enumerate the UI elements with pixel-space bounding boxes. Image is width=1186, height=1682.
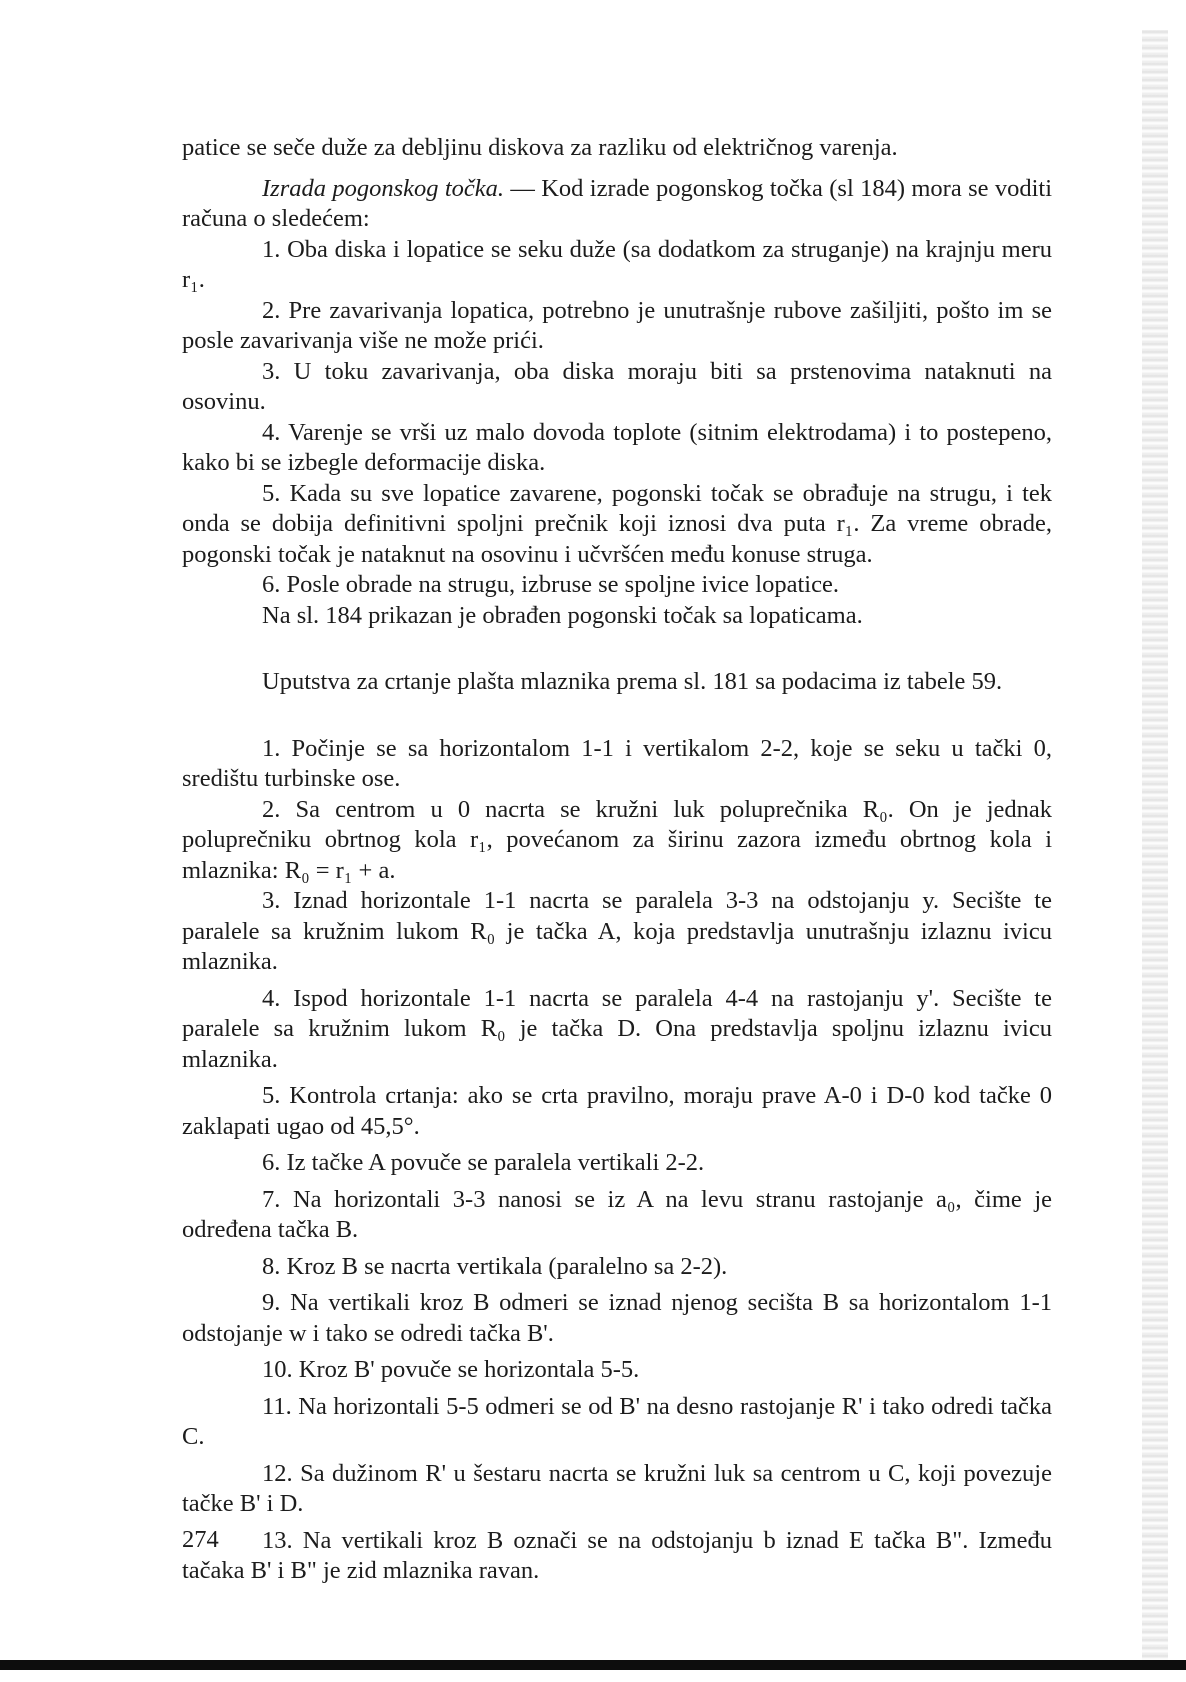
list-item: 9. Na vertikali kroz B odmeri se iznad njenog secišta B sa horizontalom 1-1 odstojanje w i tako se odredi tačka B'.	[182, 1289, 1052, 1347]
list-item: 3. Iznad horizontale 1-1 nacrta se paralela 3-3 na odstojanju y. Secište te paralele sa kružnim lukom R₀ je tačka A, koja predstavlja unutrašnju izlaznu ivicu mlaznika.	[182, 887, 1052, 975]
list-item: 4. Varenje se vrši uz malo dovoda toplote (sitnim elektrodama) i to postepeno, kako bi se izbegle deformacije diska.	[182, 418, 1052, 476]
list-item: 6. Posle obrade na strugu, izbruse se spoljne ivice lopatice.	[262, 571, 839, 598]
list-item: 2. Pre zavarivanja lopatica, potrebno je unutrašnje rubove zašiljiti, pošto im se posle zavarivanja više ne može prići.	[182, 296, 1052, 354]
list-item: 4. Ispod horizontale 1-1 nacrta se paralela 4-4 na rastojanju y'. Secište te paralele sa kružnim lukom R₀ je tačka D. Ona predstavlja spoljnu izlaznu ivicu mlaznika.	[182, 984, 1052, 1073]
section-lead: Izrada pogonskog točka.	[262, 174, 505, 202]
list-item: 1. Počinje se sa horizontalom 1-1 i vertikalom 2-2, koje se seku u tački 0, središtu turbinske ose.	[182, 734, 1052, 792]
list-item: 8. Kroz B se nacrta vertikala (paralelno sa 2-2).	[262, 1252, 728, 1280]
list-item: 10. Kroz B' povuče se horizontala 5-5.	[262, 1356, 640, 1383]
paragraph-heading-pogonski-tocak	[182, 174, 1052, 235]
list-item: 2. Sa centrom u 0 nacrta se kružni luk poluprečnika R₀. On je jednak poluprečniku obrtnog kola r₁, povećanom za širinu zazora između obrtnog kola i mlaznika: R₀ = r₁ + a.	[182, 795, 1052, 884]
list-item: 5. Kada su sve lopatice zavarene, pogonski točak se obrađuje na strugu, i tek onda se dobija definitivni spoljni prečnik koji iznosi dva puta r₁. Za vreme obrade, pogonski točak je nataknut na osovinu i učvršćen među konuse struga.	[182, 479, 1052, 568]
list-item: 5. Kontrola crtanja: ako se crta pravilno, moraju prave A-0 i D-0 kod tačke 0 zaklapati ugao od 45,5°.	[182, 1082, 1052, 1140]
list-item: 6. Iz tačke A povuče se paralela vertikali 2-2.	[262, 1149, 705, 1176]
paragraph-instructions-heading: Uputstva za crtanje plašta mlaznika prema sl. 181 sa podacima iz tabele 59.	[262, 668, 1003, 695]
list-item: 12. Sa dužinom R' u šestaru nacrta se kružni luk sa centrom u C, koji povezuje tačke B' i D.	[182, 1459, 1052, 1517]
list-item: 7. Na horizontali 3-3 nanosi se iz A na levu stranu rastojanje a₀, čime je određena tačka B.	[182, 1185, 1052, 1243]
page-number: 274	[182, 1526, 219, 1553]
scan-bottom-border	[0, 1660, 1186, 1670]
text-column	[182, 133, 1052, 1587]
list-item: 11. Na horizontali 5-5 odmeri se od B' na desno rastojanje R' i tako odredi tačka C.	[182, 1392, 1052, 1450]
section-lead-text: — Kod izrade pogonskog točka (sl 184) mora se voditi računa o sledećem:	[182, 174, 1052, 232]
list-item: 3. U toku zavarivanja, oba diska moraju biti sa prstenovima nataknuti na osovinu.	[182, 357, 1052, 415]
list-item: 13. Na vertikali kroz B označi se na odstojanju b iznad E tačka B". Između tačaka B' i B" je zid mlaznika ravan.	[182, 1526, 1052, 1584]
paragraph-continuation: patice se seče duže za debljinu diskova za razliku od električnog varenja.	[182, 134, 898, 161]
paragraph-figure-note: Na sl. 184 prikazan je obrađen pogonski točak sa lopaticama.	[262, 601, 863, 629]
list-item: 1. Oba diska i lopatice se seku duže (sa dodatkom za struganje) na krajnju meru r₁.	[182, 235, 1052, 293]
scan-edge	[1142, 30, 1168, 1660]
